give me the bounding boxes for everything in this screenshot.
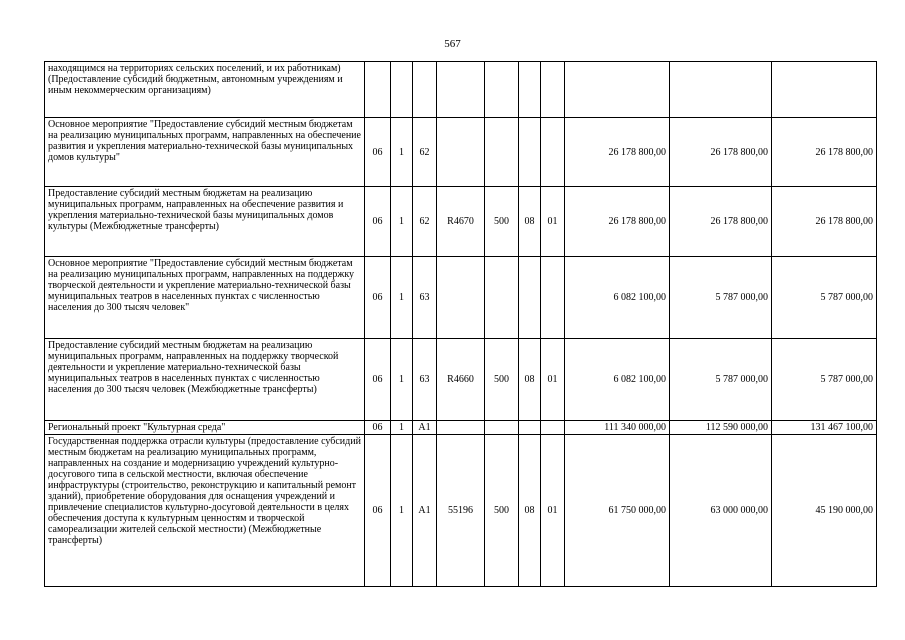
cell-sum1 xyxy=(565,62,670,118)
cell-podrazdel: A1 xyxy=(413,435,437,587)
cell-razdel: 1 xyxy=(391,118,413,187)
cell-f1 xyxy=(519,62,541,118)
cell-sum1: 111 340 000,00 xyxy=(565,421,670,435)
cell-csr xyxy=(437,62,485,118)
row-name: Основное мероприятие "Предоставление субсидий местным бюджетам на реализацию муниципальных программ, направленных на обеспечение развития и укрепления материально-технической базы муниципальных домов культуры" xyxy=(45,118,365,187)
cell-csr: R4660 xyxy=(437,339,485,421)
cell-f1: 08 xyxy=(519,339,541,421)
page-number: 567 xyxy=(444,38,461,50)
cell-vr xyxy=(485,118,519,187)
cell-podrazdel xyxy=(413,62,437,118)
cell-razdel: 1 xyxy=(391,421,413,435)
cell-ved: 06 xyxy=(365,435,391,587)
table-row xyxy=(45,421,877,435)
cell-vr: 500 xyxy=(485,339,519,421)
cell-f2 xyxy=(541,62,565,118)
cell-podrazdel: 62 xyxy=(413,118,437,187)
cell-razdel: 1 xyxy=(391,257,413,339)
cell-ved: 06 xyxy=(365,187,391,257)
cell-csr xyxy=(437,257,485,339)
cell-vr: 500 xyxy=(485,435,519,587)
cell-sum3 xyxy=(772,62,877,118)
cell-sum3: 45 190 000,00 xyxy=(772,435,877,587)
cell-sum3: 26 178 800,00 xyxy=(772,187,877,257)
table-row xyxy=(45,187,877,257)
row-name: Основное мероприятие "Предоставление субсидий местным бюджетам на реализацию муниципальных программ, направленных на поддержку творческой деятельности и укрепление материально-технической базы муниципальных театров в населенных пунктах с численностью населения до 300 тысяч человек" xyxy=(45,257,365,339)
cell-f2 xyxy=(541,257,565,339)
cell-razdel: 1 xyxy=(391,435,413,587)
table-row xyxy=(45,118,877,187)
table-row xyxy=(45,435,877,587)
cell-sum2: 5 787 000,00 xyxy=(670,339,772,421)
cell-sum3: 5 787 000,00 xyxy=(772,257,877,339)
cell-f1 xyxy=(519,118,541,187)
row-name: Региональный проект "Культурная среда" xyxy=(45,421,365,435)
row-name: Государственная поддержка отрасли культуры (предоставление субсидий местным бюджетам на реализацию муниципальных программ, направленных на создание и модернизацию учреждений культурно-досугового типа в сельской местности, включая обеспечение инфраструктуры (строительство, реконструкцию и капитальный ремонт зданий), приобретение оборудования для оснащения учреждений и привлечение специалистов культурно-досуговой деятельности в целях обеспечения доступа к культурным ценностям и творческой самореализации жителей сельской местности) (Межбюджетные трансферты) xyxy=(45,435,365,587)
cell-razdel: 1 xyxy=(391,339,413,421)
cell-f2 xyxy=(541,118,565,187)
cell-csr: 55196 xyxy=(437,435,485,587)
cell-podrazdel: A1 xyxy=(413,421,437,435)
cell-csr xyxy=(437,118,485,187)
cell-sum1: 6 082 100,00 xyxy=(565,257,670,339)
cell-csr xyxy=(437,421,485,435)
cell-sum2: 26 178 800,00 xyxy=(670,187,772,257)
cell-f2: 01 xyxy=(541,187,565,257)
cell-f2: 01 xyxy=(541,435,565,587)
cell-sum1: 26 178 800,00 xyxy=(565,118,670,187)
cell-f1 xyxy=(519,421,541,435)
cell-razdel: 1 xyxy=(391,187,413,257)
cell-f1 xyxy=(519,257,541,339)
cell-sum2 xyxy=(670,62,772,118)
cell-sum1: 26 178 800,00 xyxy=(565,187,670,257)
cell-f1: 08 xyxy=(519,435,541,587)
cell-f1: 08 xyxy=(519,187,541,257)
cell-vr: 500 xyxy=(485,187,519,257)
cell-sum1: 6 082 100,00 xyxy=(565,339,670,421)
row-name: Предоставление субсидий местным бюджетам на реализацию муниципальных программ, направленных на обеспечение развития и укрепления материально-технической базы муниципальных домов культуры (Межбюджетные трансферты) xyxy=(45,187,365,257)
cell-f2 xyxy=(541,421,565,435)
cell-vr xyxy=(485,62,519,118)
row-name: Предоставление субсидий местным бюджетам на реализацию муниципальных программ, направленных на поддержку творческой деятельности и укрепление материально-технической базы муниципальных театров в населенных пунктах с численностью населения до 300 тысяч человек (Межбюджетные трансферты) xyxy=(45,339,365,421)
cell-sum3: 26 178 800,00 xyxy=(772,118,877,187)
row-name: находящимся на территориях сельских поселений, и их работникам) (Предоставление субсидий бюджетным, автономным учреждениям и иным некоммерческим организациям) xyxy=(45,62,365,118)
cell-sum2: 5 787 000,00 xyxy=(670,257,772,339)
cell-sum2: 26 178 800,00 xyxy=(670,118,772,187)
cell-sum1: 61 750 000,00 xyxy=(565,435,670,587)
cell-ved: 06 xyxy=(365,118,391,187)
budget-table xyxy=(44,61,877,587)
cell-podrazdel: 62 xyxy=(413,187,437,257)
table-row xyxy=(45,339,877,421)
table-row xyxy=(45,62,877,118)
cell-sum2: 112 590 000,00 xyxy=(670,421,772,435)
cell-f2: 01 xyxy=(541,339,565,421)
cell-ved: 06 xyxy=(365,257,391,339)
cell-sum3: 131 467 100,00 xyxy=(772,421,877,435)
cell-ved xyxy=(365,62,391,118)
cell-ved: 06 xyxy=(365,421,391,435)
table-row xyxy=(45,257,877,339)
cell-vr xyxy=(485,257,519,339)
cell-sum2: 63 000 000,00 xyxy=(670,435,772,587)
cell-podrazdel: 63 xyxy=(413,257,437,339)
cell-csr: R4670 xyxy=(437,187,485,257)
cell-razdel xyxy=(391,62,413,118)
cell-vr xyxy=(485,421,519,435)
cell-sum3: 5 787 000,00 xyxy=(772,339,877,421)
cell-ved: 06 xyxy=(365,339,391,421)
cell-podrazdel: 63 xyxy=(413,339,437,421)
